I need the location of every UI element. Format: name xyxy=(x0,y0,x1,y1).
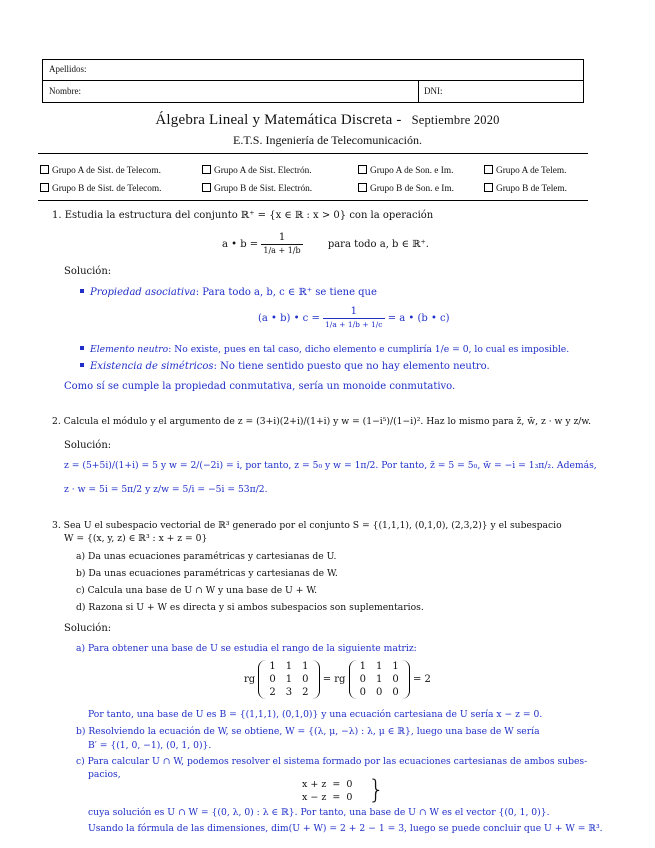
matrix-cell: 0 xyxy=(392,674,399,685)
system-eq-1: x + z = 0 xyxy=(302,779,353,790)
q2-line1: z = (5+5i)/(1+i) = 5 y w = 2/(−2i) = i, por tanto, z = 5₀ y w = 1π/2. Por tanto, z̄ = 5 = 5₀, w̄ = −i = 1₃π/₂. Además, xyxy=(64,460,597,471)
group-label: Grupo B de Sist. Electrón. xyxy=(214,184,313,194)
q1-solution-label: Solución: xyxy=(64,266,112,277)
q3-a-after: Por tanto, una base de U es B = {(1,1,1), (0,1,0)} y una ecuación cartesiana de U sería x − z = 0. xyxy=(88,709,543,720)
checkbox-icon[interactable] xyxy=(202,165,211,174)
divider-top xyxy=(38,153,588,154)
rank-label-2: rg xyxy=(334,674,346,685)
dni-label: DNI: xyxy=(424,86,443,96)
matrix-cell: 1 xyxy=(359,661,367,672)
q1-bullet-symmetric xyxy=(80,361,490,373)
matrix-cell: 1 xyxy=(285,674,293,685)
q3-system xyxy=(302,778,352,804)
school-name: E.T.S. Ingeniería de Telecomunicación. xyxy=(233,133,422,147)
q2-line2: z · w = 5i = 5π/2 y z/w = 5/i = −5i = 53π/2. xyxy=(64,484,268,495)
checkbox-icon[interactable] xyxy=(202,183,211,192)
matrix-cell: 1 xyxy=(376,661,383,672)
q1-b1-label: Propiedad asociativa xyxy=(90,287,196,298)
q1-b2-label: Elemento neutro xyxy=(90,344,169,355)
q1-formula-rhs: para todo a, b ∈ ℝ⁺. xyxy=(327,239,429,250)
group-option[interactable] xyxy=(484,165,566,176)
q2-statement: 2. Calcula el módulo y el argumento de z = (3+i)(2+i)/(1+i) y w = (1−i⁵)/(1−i)². Haz lo mismo para z̄, w̄, z · w y z/w. xyxy=(52,416,592,427)
q1-b1-den: 1/a + 1/b + 1/c xyxy=(325,320,383,329)
system-brace-icon: } xyxy=(368,775,385,805)
matrix-cell: 1 xyxy=(302,661,309,672)
q1-conclusion: Como sí se cumple la propiedad conmutativa, sería un monoide conmutativo. xyxy=(64,381,456,392)
q1-b1-lhs: (a • b) • c = xyxy=(258,313,320,324)
q1-b1-rhs: = a • (b • c) xyxy=(387,313,450,324)
checkbox-icon[interactable] xyxy=(358,165,367,174)
q3-statement-line1: 3. Sea U el subespacio vectorial de ℝ³ generado por el conjunto S = {(1,1,1), (0,1,0), (2,3,2)} y el subespacio xyxy=(52,520,562,531)
q3-c-line2: pacios, xyxy=(88,769,121,780)
q1-b1-num: 1 xyxy=(323,306,384,319)
q3-statement-line2: W = {(x, y, z) ∈ ℝ³ : x + z = 0} xyxy=(64,533,208,544)
q3-solution-label: Solución: xyxy=(64,623,112,634)
matrix-cell: 2 xyxy=(269,687,276,698)
bullet-icon xyxy=(80,346,84,350)
title-main: Álgebra Lineal y Matemática Discreta - xyxy=(155,112,402,128)
q1-associative-formula xyxy=(258,306,450,331)
group-option[interactable] xyxy=(358,165,453,176)
group-option[interactable] xyxy=(202,183,312,194)
divider-groups xyxy=(38,200,588,201)
matrix-cell: 1 xyxy=(285,661,293,672)
system-eq-2: x − z = 0 xyxy=(302,792,353,803)
q1-frac-num: 1 xyxy=(261,232,302,245)
rank-equation xyxy=(244,660,431,699)
q3-item-a: a) Da unas ecuaciones paramétricas y cartesianas de U. xyxy=(76,551,337,562)
q1-statement: 1. Estudia la estructura del conjunto ℝ⁺ = {x ∈ ℝ : x > 0} con la operación xyxy=(52,210,434,221)
matrix-cell: 0 xyxy=(269,674,276,685)
matrix-1 xyxy=(258,660,319,699)
matrix-cell: 0 xyxy=(359,687,367,698)
title-date: Septiembre 2020 xyxy=(411,113,500,127)
q3-c-after1: cuya solución es U ∩ W = {(0, λ, 0) : λ ∈ ℝ}. Por tanto, una base de U ∩ W es el vector {(0, 1, 0)}. xyxy=(88,807,550,818)
q3-b-line1: b) Resolviendo la ecuación de W, se obtiene, W = {(λ, μ, −λ) : λ, μ ∈ ℝ}, luego una base de W sería xyxy=(76,726,540,737)
group-option[interactable] xyxy=(358,183,454,194)
q1-b1-frac xyxy=(323,306,384,331)
exam-title xyxy=(0,112,655,129)
matrix-cell: 3 xyxy=(285,687,293,698)
q1-bullet-associative xyxy=(80,287,377,299)
group-option[interactable] xyxy=(40,183,161,194)
checkbox-icon[interactable] xyxy=(358,183,367,192)
group-label: Grupo B de Son. e Im. xyxy=(370,184,454,194)
checkbox-icon[interactable] xyxy=(484,165,493,174)
q1-b3-label: Existencia de simétricos xyxy=(90,361,214,372)
group-label: Grupo A de Telem. xyxy=(496,166,567,176)
checkbox-icon[interactable] xyxy=(40,183,49,192)
bullet-icon xyxy=(80,363,84,367)
rank-result: = 2 xyxy=(412,674,431,685)
group-label: Grupo A de Son. e Im. xyxy=(370,166,454,176)
q3-a-text: a) Para obtener una base de U se estudia el rango de la siguiente matriz: xyxy=(76,643,417,654)
group-label: Grupo A de Sist. de Telecom. xyxy=(52,166,161,176)
checkbox-icon[interactable] xyxy=(40,165,49,174)
q3-item-b: b) Da unas ecuaciones paramétricas y cartesianas de W. xyxy=(76,568,338,579)
matrix-cell: 0 xyxy=(359,674,367,685)
q2-solution-label: Solución: xyxy=(64,440,112,451)
q1-formula-frac xyxy=(261,232,302,257)
checkbox-icon[interactable] xyxy=(484,183,493,192)
q1-frac-den: 1/a + 1/b xyxy=(263,246,301,255)
group-label: Grupo B de Sist. de Telecom. xyxy=(52,184,162,194)
matrix-cell: 0 xyxy=(392,687,399,698)
group-option[interactable] xyxy=(484,183,567,194)
group-option[interactable] xyxy=(202,165,312,176)
q3-item-d: d) Razona si U + W es directa y si ambos subespacios son suplementarios. xyxy=(76,602,424,613)
rank-equals: = xyxy=(322,674,332,685)
nombre-label: Nombre: xyxy=(49,86,81,96)
group-label: Grupo B de Telem. xyxy=(496,184,567,194)
q3-c-line1: c) Para calcular U ∩ W, podemos resolver el sistema formado por las ecuaciones cartesianas de ambos subes- xyxy=(76,756,588,767)
rank-label-1: rg xyxy=(244,674,256,685)
matrix-2 xyxy=(349,660,410,699)
q3-item-c: c) Calcula una base de U ∩ W y una base de U + W. xyxy=(76,585,318,596)
group-label: Grupo A de Sist. Electrón. xyxy=(214,166,312,176)
apellidos-label: Apellidos: xyxy=(49,64,87,74)
matrix-cell: 0 xyxy=(376,687,383,698)
q3-b-line2: B′ = {(1, 0, −1), (0, 1, 0)}. xyxy=(88,740,212,751)
q1-b1-text: : Para todo a, b, c ∈ ℝ⁺ se tiene que xyxy=(195,287,377,298)
q1-b3-text: : No tiene sentido puesto que no hay elemento neutro. xyxy=(213,361,490,372)
matrix-cell: 1 xyxy=(392,661,399,672)
student-info-box xyxy=(42,59,584,103)
q1-b2-text: : No existe, pues en tal caso, dicho elemento e cumpliría 1/e = 0, lo cual es imposible. xyxy=(168,344,570,355)
matrix-cell: 2 xyxy=(302,687,309,698)
matrix-cell: 0 xyxy=(302,674,309,685)
bullet-icon xyxy=(80,289,84,293)
q1-formula-lhs: a • b = xyxy=(222,239,259,250)
matrix-cell: 1 xyxy=(376,674,383,685)
q1-bullet-neutral xyxy=(80,344,569,356)
matrix-cell: 1 xyxy=(269,661,276,672)
q1-formula xyxy=(222,232,429,257)
group-option[interactable] xyxy=(40,165,161,176)
q3-c-after2: Usando la fórmula de las dimensiones, dim(U + W) = 2 + 2 − 1 = 3, luego se puede concluir que U + W = ℝ³. xyxy=(88,823,603,834)
